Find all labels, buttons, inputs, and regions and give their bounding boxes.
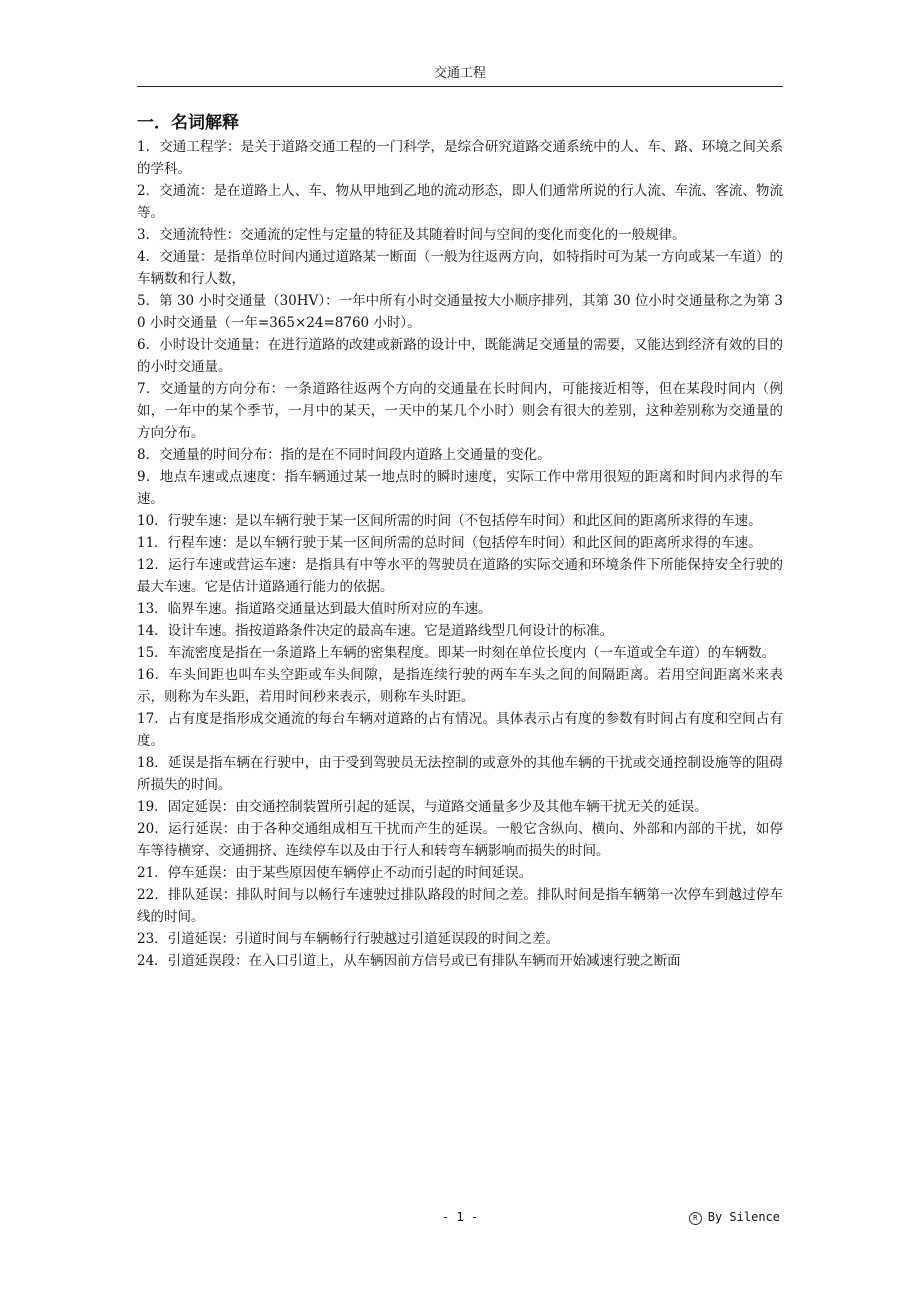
definition-item: 24．引道延误段：在入口引道上，从车辆因前方信号或已有排队车辆而开始减速行驶之断面 — [137, 953, 681, 969]
definition-item: 1．交通工程学：是关于道路交通工程的一门科学，是综合研究道路交通系统中的人、车、路、环境之间关系的学科。 — [137, 139, 783, 177]
definition-list — [137, 136, 783, 972]
footer-credit — [620, 1209, 780, 1225]
definition-item: 18．延误是指车辆在行驶中，由于受到驾驶员无法控制的或意外的其他车辆的干扰或交通控制设施等的阻碍所损失的时间。 — [137, 755, 783, 793]
definition-item: 2．交通流：是在道路上人、车、物从甲地到乙地的流动形态，即人们通常所说的行人流、车流、客流、物流等。 — [137, 183, 783, 221]
definition-item: 7．交通量的方向分布：一条道路往返两个方向的交通量在长时间内，可能接近相等，但在某段时间内（例如，一年中的某个季节，一月中的某天，一天中的某几个小时）则会有很大的差别，这种差别称为交通量的方向分布。 — [137, 381, 783, 441]
definition-item: 16．车头间距也叫车头空距或车头间隙，是指连续行驶的两车车头之间的间隔距离。若用空间距离米来表示，则称为车头距，若用时间秒来表示，则称车头时距。 — [137, 667, 783, 705]
definition-item: 8．交通量的时间分布：指的是在不同时间段内道路上交通量的变化。 — [137, 447, 551, 463]
definition-item: 23．引道延误：引道时间与车辆畅行行驶越过引道延误段的时间之差。 — [137, 931, 560, 947]
definition-item: 12．运行车速或营运车速：是指具有中等水平的驾驶员在道路的实际交通和环境条件下所能保持安全行驶的最大车速。它是估计道路通行能力的依据。 — [137, 557, 783, 595]
definition-item: 15．车流密度是指在一条道路上车辆的密集程度。即某一时刻在单位长度内（一车道或全车道）的车辆数。 — [137, 645, 776, 661]
definition-item: 5．第 30 小时交通量（30HV）：一年中所有小时交通量按大小顺序排列，其第 30 位小时交通量称之为第 30 小时交通量（一年=365×24=8760 小时）。 — [137, 293, 783, 331]
credit-text: By Silence — [707, 1210, 780, 1224]
definition-item: 6．小时设计交通量：在进行道路的改建或新路的设计中，既能满足交通量的需要，又能达到经济有效的目的的小时交通量。 — [137, 337, 783, 375]
definition-item: 17．占有度是指形成交通流的每台车辆对道路的占有情况。具体表示占有度的参数有时间占有度和空间占有度。 — [137, 711, 783, 749]
section-heading: 一．名词解释 — [137, 113, 239, 133]
definition-item: 4．交通量：是指单位时间内通过道路某一断面（一般为往返两方向，如特指时可为某一方向或某一车道）的车辆数和行人数， — [137, 249, 783, 287]
page-number: - 1 - — [441, 1210, 479, 1224]
header-divider — [137, 86, 783, 87]
definition-item: 3．交通流特性：交通流的定性与定量的特征及其随着时间与空间的变化而变化的一般规律。 — [137, 227, 686, 243]
running-header-title: 交通工程 — [433, 66, 486, 81]
definition-item: 14．设计车速。指按道路条件决定的最高车速。它是道路线型几何设计的标准。 — [137, 623, 614, 639]
definition-item: 22．排队延误：排队时间与以畅行车速驶过排队路段的时间之差。排队时间是指车辆第一次停车到越过停车线的时间。 — [137, 887, 783, 925]
registered-mark-icon: R — [689, 1212, 702, 1225]
definition-item: 13．临界车速。指道路交通量达到最大值时所对应的车速。 — [137, 601, 492, 617]
document-body — [137, 110, 783, 972]
definition-item: 21．停车延误：由于某些原因使车辆停止不动而引起的时间延误。 — [137, 865, 533, 881]
definition-item: 11．行程车速：是以车辆行驶于某一区间所需的总时间（包括停车时间）和此区间的距离所求得的车速。 — [137, 535, 762, 551]
definition-item: 9．地点车速或点速度：指车辆通过某一地点时的瞬时速度，实际工作中常用很短的距离和时间内求得的车速。 — [137, 469, 783, 507]
definition-item: 10．行驶车速：是以车辆行驶于某一区间所需的时间（不包括停车时间）和此区间的距离所求得的车速。 — [137, 513, 762, 529]
definition-item: 19．固定延误：由交通控制装置所引起的延误，与道路交通量多少及其他车辆干扰无关的延误。 — [137, 799, 708, 815]
definition-item: 20．运行延误：由于各种交通组成相互干扰而产生的延误。一般它含纵向、横向、外部和内部的干扰，如停车等待横穿、交通拥挤、连续停车以及由于行人和转弯车辆影响而损失的时间。 — [137, 821, 783, 859]
